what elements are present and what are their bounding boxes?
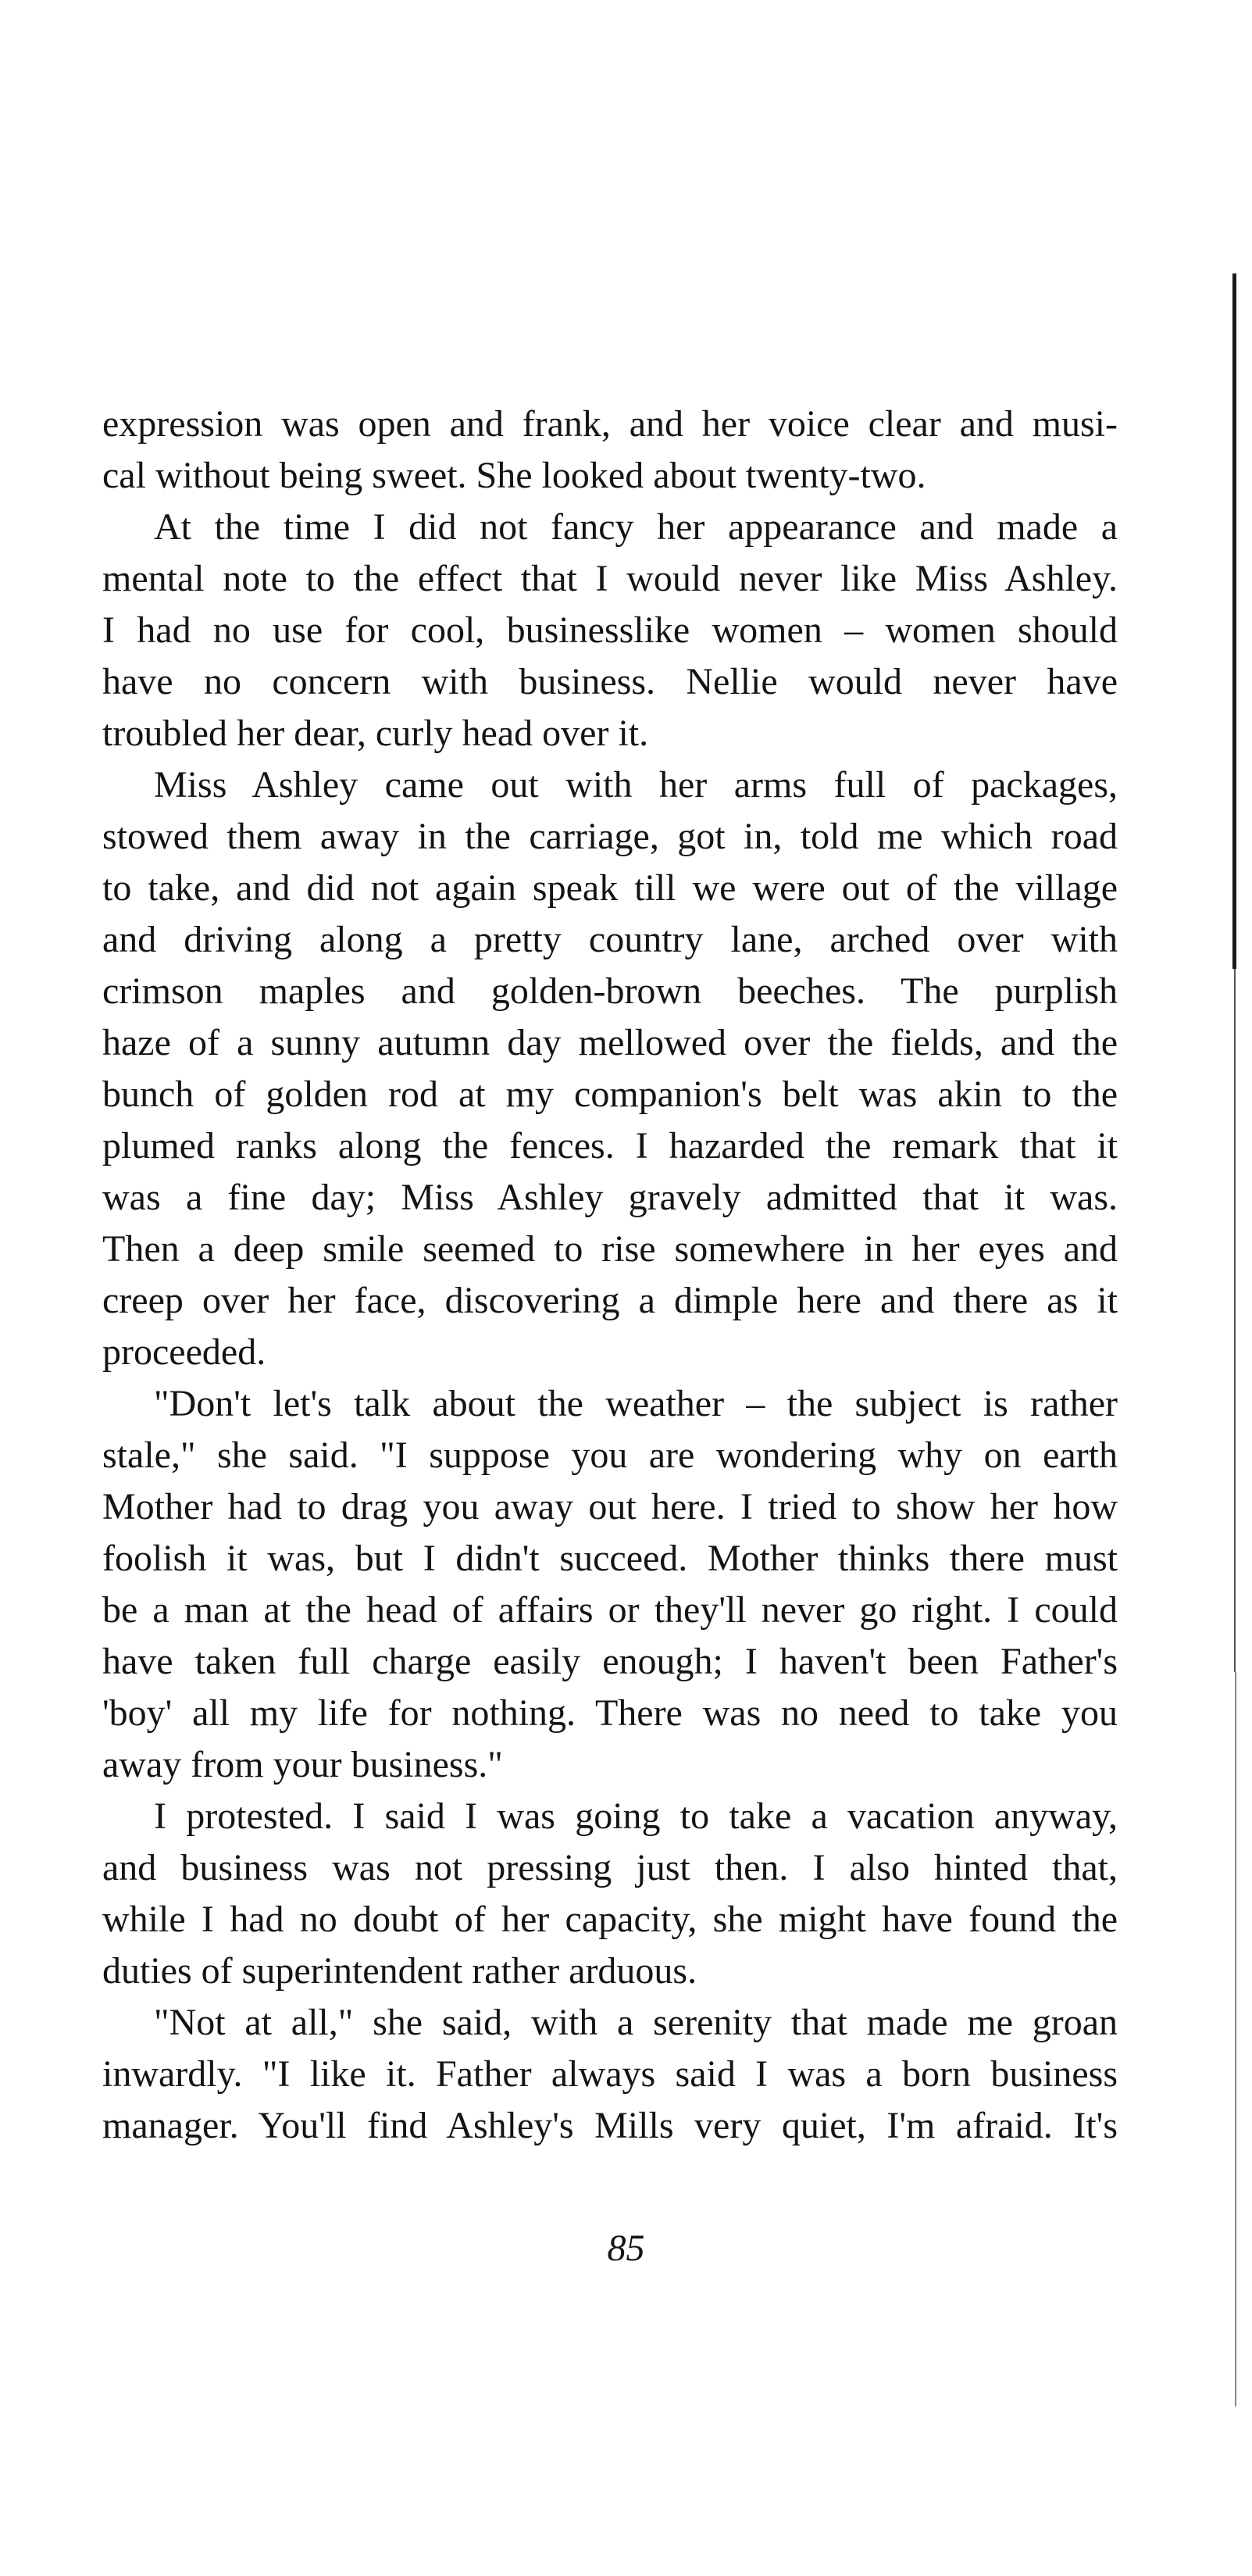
text-line: away from your business." — [102, 1744, 503, 1785]
text-line: foolish it was, but I didn't succeed. Mother thinks there must — [102, 1538, 1118, 1579]
text-line: expression was open and frank, and her voice clear and musi- — [102, 403, 1118, 445]
text-line: mental note to the effect that I would never like Miss Ashley. — [102, 558, 1118, 599]
text-line: to take, and did not again speak till we were out of the village — [102, 867, 1118, 909]
text-line: crimson maples and golden-brown beeches. The purplish — [102, 970, 1118, 1012]
text-line: have taken full charge easily enough; I haven't been Father's — [102, 1641, 1118, 1682]
text-line: be a man at the head of affairs or they'll never go right. I could — [102, 1589, 1118, 1631]
body-text — [102, 398, 1118, 2152]
text-line: stale," she said. "I suppose you are wondering why on earth — [102, 1434, 1118, 1476]
text-line: Mother had to drag you away out here. I tried to show her how — [102, 1486, 1118, 1527]
page-edge-shadow — [1235, 1672, 1236, 2406]
text-line: creep over her face, discovering a dimple here and there as it — [102, 1280, 1118, 1321]
text-line: Miss Ashley came out with her arms full of packages, — [154, 764, 1118, 806]
text-line: At the time I did not fancy her appearance and made a — [154, 506, 1118, 548]
text-line: have no concern with business. Nellie would never have — [102, 661, 1118, 702]
text-line: was a fine day; Miss Ashley gravely admitted that it was. — [102, 1177, 1118, 1218]
page-edge-shadow — [1234, 969, 1236, 1672]
text-line: proceeded. — [102, 1331, 266, 1373]
text-line: and driving along a pretty country lane, arched over with — [102, 919, 1118, 960]
text-line: duties of superintendent rather arduous. — [102, 1950, 697, 1992]
text-line: plumed ranks along the fences. I hazarded the remark that it — [102, 1125, 1118, 1167]
text-line: I protested. I said I was going to take a vacation anyway, — [154, 1795, 1118, 1837]
text-line: I had no use for cool, businesslike women – women should — [102, 609, 1118, 651]
text-line: "Not at all," she said, with a serenity that made me groan — [154, 2002, 1118, 2043]
text-line: and business was not pressing just then. I also hinted that, — [102, 1847, 1118, 1888]
text-line: inwardly. "I like it. Father always said I was a born business — [102, 2053, 1118, 2095]
text-line: Then a deep smile seemed to rise somewhere in her eyes and — [102, 1228, 1118, 1270]
text-line: cal without being sweet. She looked about twenty-two. — [102, 455, 926, 496]
text-line: haze of a sunny autumn day mellowed over the fields, and the — [102, 1022, 1118, 1063]
text-line: manager. You'll find Ashley's Mills very quiet, I'm afraid. It's — [102, 2105, 1118, 2146]
text-line: troubled her dear, curly head over it. — [102, 713, 649, 754]
text-line: stowed them away in the carriage, got in, told me which road — [102, 816, 1118, 857]
text-line: while I had no doubt of her capacity, she might have found the — [102, 1899, 1118, 1940]
text-line: 'boy' all my life for nothing. There was no need to take you — [102, 1692, 1118, 1734]
page-number: 85 — [607, 2228, 645, 2269]
text-line: bunch of golden rod at my companion's belt was akin to the — [102, 1074, 1118, 1115]
text-line: "Don't let's talk about the weather – the subject is rather — [154, 1383, 1118, 1424]
page-edge-shadow — [1232, 273, 1236, 969]
